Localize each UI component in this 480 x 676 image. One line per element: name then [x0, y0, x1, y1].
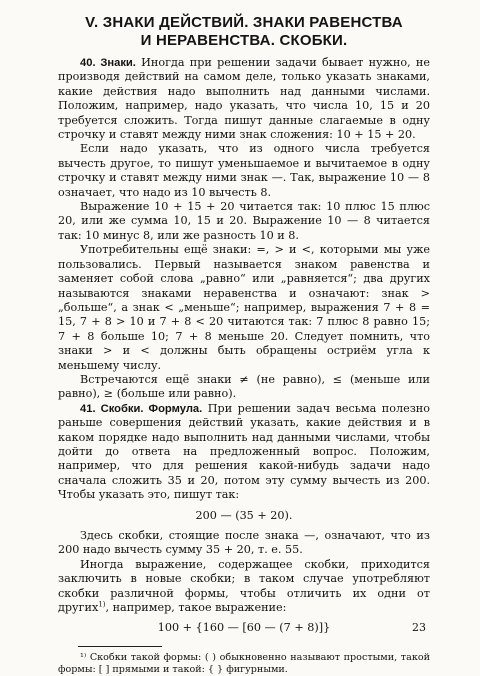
section-41-heading: 41. Скобки. Формула.	[80, 402, 203, 415]
section-40-paragraph-3: Выражение 10 + 15 + 20 читается так: 10 плюс 15 плюс 20, или же сумма 10, 15 и 20. Выражение 10 — 8 читается так: 10 минус 8, или же разность 10 и 8.	[58, 200, 430, 242]
section-41-text-3b: , например, такое выражение:	[105, 601, 287, 615]
footnote: ¹⁾ Скобки такой формы: ( ) обыкновенно называют простыми, такой формы: [ ] прямыми и такой: { } фигурными.	[58, 651, 430, 675]
section-40-heading: 40. Знаки.	[80, 57, 136, 69]
section-40-paragraph-5: Встречаются ещё знаки ≠ (не равно), ≤ (меньше или равно), ≥ (больше или равно).	[58, 372, 430, 401]
chapter-title	[58, 14, 430, 50]
section-41-paragraph-1	[58, 402, 430, 503]
section-41-text-1: При решении задач весьма полезно раньше совершения действий указать, какие действия и в каком порядке надо выполнить над данными числами, чтобы дойти до ответа на предложенный вопрос. Положим, например, что для решения какой-нибудь задачи надо сначала сложить 35 и 20, потом эту сумму вычесть из 200. Чтобы указать это, пишут так:	[58, 401, 430, 502]
section-41-text-3a: Иногда выражение, содержащее скобки, приходится заключить в новые скобки; в таком случае употребляют скобки различной формы, чтобы отличить их одни от других	[58, 557, 430, 615]
section-41-paragraph-3	[58, 558, 430, 616]
section-41-paragraph-2: Здесь скобки, стоящие после знака —, означают, что из 200 надо вычесть сумму 35 + 20, т. е. 55.	[58, 529, 430, 557]
section-40-text-1: Иногда при решении задачи бывает нужно, не производя действий на самом деле, только указать знаками, какие действия надо выполнить над данными числами. Положим, например, надо указать, что числа 10, 15 и 20 требуется сложить. Тогда пишут данные слагаемые в одну строчку и ставят между ними знак сложения: 10 + 15 + 20.	[58, 56, 430, 142]
section-40-paragraph-1	[58, 56, 430, 142]
section-40-paragraph-2: Если надо указать, что из одного числа требуется вычесть другое, то пишут уменьшаемое и вычитаемое в одну строчку и ставят между ними знак —. Так, выражение 10 — 8 означает, что надо из 10 вычесть 8.	[58, 142, 430, 199]
chapter-title-line-1: V. ЗНАКИ ДЕЙСТВИЙ. ЗНАКИ РАВЕНСТВА	[85, 14, 403, 31]
footnote-marker: 1)	[98, 600, 106, 609]
section-40-paragraph-4: Употребительны ещё знаки: =, > и <, которыми мы уже пользовались. Первый называется знаком равенства и заменяет собой слова „равно“ или „равняется“; два других называются знаками неравенства и означают: знак > „больше“, а знак < „меньше“; например, выражения 7 + 8 = 15, 7 + 8 > 10 и 7 + 8 < 20 читаются так: 7 плюс 8 равно 15; 7 + 8 больше 10; 7 + 8 меньше 20. Следует помнить, что знаки > и < должны быть обращены остриём угла к меньшему числу.	[58, 243, 430, 372]
formula-1: 200 — (35 + 20).	[195, 508, 293, 522]
page-content	[58, 14, 430, 676]
chapter-title-line-2: И НЕРАВЕНСТВА. СКОБКИ.	[140, 32, 348, 49]
page-number: 23	[412, 621, 426, 634]
footnote-divider	[78, 646, 162, 647]
formula-2: 100 + {160 — [60 — (7 + 8)]}	[157, 621, 331, 635]
